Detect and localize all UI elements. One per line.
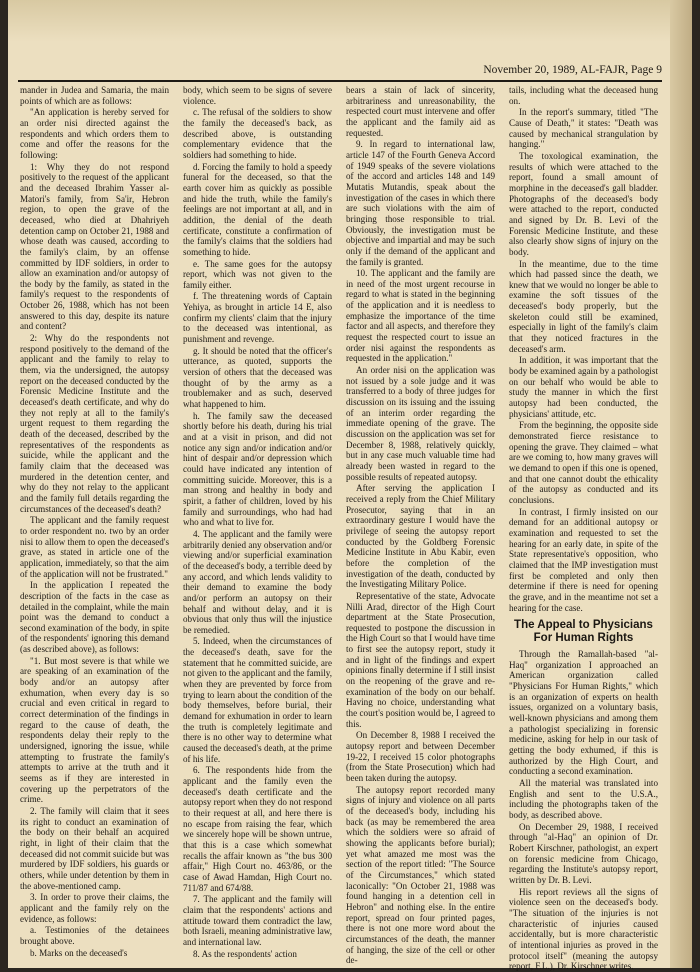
paragraph: 10. The applicant and the family are in need of the most urgent recourse in regard to what is stated in the beginning of the application and it is needless to emphasize the importance of the time factor and all aspects, and therefore they request the respected court to issue an order nisi against the respondents as requested in the application." <box>346 268 495 364</box>
paragraph: 7. The applicant and the family will claim that the respondents' actions and attitude toward them contradict the law, both Israeli, meaning administrative law, and international law. <box>183 894 332 947</box>
paragraph: f. The threatening words of Captain Yehiya, as brought in article 14 E, also confirm my clients' claim that the injury to the deceased was intentional, as punishment and revenge. <box>183 291 332 345</box>
paragraph: 2: Why do the respondents not respond positively to the demand of the applicant and the family to relay to them, via the undersigned, the autopsy report on the deceased conducted by the Forensic Medicine Institute and the deceased's death certificate, and why do they not reply at all to the family's urgent request to them regarding the death of the deceased, described by the representatives of the respondents as suicide, while the applicant and the family claim that the deceased was murdered in the detention center, and why do they not relay to the applicant and the family full details regarding the circumstances of the deceased's death? <box>20 333 169 514</box>
paragraph: In the report's summary, titled "The Cause of Death," it states: "Death was caused by mechanical strangulation by hanging." <box>509 107 658 150</box>
paragraph: a. Testimonies of the detainees brought above. <box>20 925 169 946</box>
paragraph: bears a stain of lack of sincerity, arbitrariness and unreasonability, the respected court must intervene and offer the applicant and the family aid as requested. <box>346 85 495 138</box>
paragraph: 2. The family will claim that it sees its right to conduct an examination of the body on their behalf an acquired right, in light of their claim that the deceased did not commit suicide but was murdered by IDF soldiers, his guards or others, while under detention by them in the above-mentioned camp. <box>20 805 169 891</box>
paragraph: All the material was translated into English and sent to the U.S.A., including the photographs taken of the body, as described above. <box>509 778 658 820</box>
paragraph: In the application I repeated the description of the facts in the case as detailed in the complaint, while the main point was the demand to conduct a second examination of the body, in spite of the respondents' ignoring this demand (as described above), as follows: <box>20 580 169 655</box>
paragraph: 3. In order to prove their claims, the applicant and the family rely on the evidence, as follows: <box>20 892 169 924</box>
paragraph: Through the Ramallah-based "al-Haq" organization I approached an American organization called "Physicians For Human Rights," which is an organization of experts on health issues, organized on a voluntary basis, well-known physicians and among them a pathologist specializing in forensic medicine, asking for help in our task of getting the body exhumed, if this is authorized by the High Court, and conducting a second examination. <box>509 649 658 777</box>
column-2 <box>183 85 332 965</box>
paragraph: In contrast, I firmly insisted on our demand for an additional autopsy or examination and requested to set the hearing for an early date, in spite of the State representative's opposition, who claimed that the IMP investigation must first be completed and only then determine if there is need for opening the grave, and in the meantime not set a hearing for the case. <box>509 506 658 613</box>
page-header: November 20, 1989, AL-FAJR, Page 9 <box>483 64 662 76</box>
paragraph: 1: Why they do not respond positively to the request of the applicant and the deceased Ibrahim Yasser al-Matori's family, from Sa'ir, Hebron region, to open the grave of the deceased, who died at Dhahriyeh detention camp on October 21, 1988 and whose death was caused, according to the family's claim, by an offense committed by IDF soldiers, in order to allow an examination and/or autopsy of the body by the family, as stated in the family's request to the respondents of October 26, 1988, which has not been answered to this day, despite its nature and content? <box>20 161 169 332</box>
paragraph: "1. But most severe is that while we are speaking of an examination of the body and/or an autopsy after exhumation, when every day is so crucial and even critical in regard to correct determination of the findings in regard to the cause of death, the respondents delay their reply to the undersigned, ignoring the issue, while attempting to frustrate the family's attempts to arrive at the truth and it seems as if they are interested in covering up the perpetrators of the crime. <box>20 655 169 805</box>
paragraph: g. It should be noted that the officer's utterance, as quoted, supports the version of others that the deceased was thought of by the army as a troublemaker and as such, deserved what happened to him. <box>183 345 332 410</box>
column-1 <box>20 85 169 965</box>
paragraph: The toxological examination, the results of which were attached to the report, found a small amount of morphine in the deceased's gall bladder. Photographs of the deceased's body were attached to the report, conducted and signed by Dr. B. Levi of the Forensic Medicine Institute, and these also clearly show signs of injury on the body. <box>509 150 658 257</box>
paragraph: The autopsy report recorded many signs of injury and violence on all parts of the deceased's body, including his back (as may be remembered the area which the soldiers were so afraid of showing the applicants before burial); yet what amazed me most was the section of the report titled: "The Source of the Circumstances," which stated laconically: "On October 21, 1988 was found hanging in a detention cell in Hebron" and nothing else. In the entire report, spread on four printed pages, there is not one more word about the circumstances of the death, the manner of hanging, the size of the cell or other de- <box>346 784 495 966</box>
paragraph: The applicant and the family request to order respondent no. two by an order nisi to allow them to open the deceased's grave, as stated in article one of the application, immediately, so that the aim of the application will not be frustrated." <box>20 515 169 579</box>
section-heading: The Appeal to Physicians For Human Rights <box>514 619 653 645</box>
paragraph: d. Forcing the family to hold a speedy funeral for the deceased, so that the earth cover him as quickly as possible and hide the truth, while the family's feelings are not important at all, and in addition, the denial of the death certificate, constitute a confirmation of the family's claims that the soldiers had something to hide. <box>183 161 332 257</box>
paragraph: 6. The respondents hide from the applicant and the family even the deceased's death certificate and the autopsy report when they do not respond to their request at all, and here there is no escape from raising the fear, which we sincerely hope will be shown untrue, that this is a case which somewhat recalls the affair known as "the bus 300 affair," High Court no. 463/86, or the case of Awad Hamdan, High Court no. 711/87 and 674/88. <box>183 765 332 893</box>
paragraph: c. The refusal of the soldiers to show the family the deceased's back, as described above, is outstanding complementary evidence that the soldiers had something to hide. <box>183 107 332 160</box>
paragraph: body, which seem to be signs of severe violence. <box>183 85 332 106</box>
column-3 <box>346 85 495 965</box>
paragraph: "An application is hereby served for an order nisi directed against the respondents and which orders them to come and offer the reasons for the following: <box>20 107 169 160</box>
paragraph: His report reviews all the signs of violence seen on the deceased's body. "The situation of the injuries is not characteristic of injuries caused accidentally, but is more characteristic of intentional injuries as proved in the protocol itself" (meaning the autopsy report, F.L.), Dr. Kirschner writes. <box>509 886 658 972</box>
paragraph: After serving the application I received a reply from the Chief Military Prosecutor, saying that in an extraordinary gesture I would have the privilege of seeing the autopsy report conducted by the Goldberg Forensic Medicine Institute in Abu Kabir, even before the completion of the investigation of the death, conducted by the Investigating Military Police. <box>346 483 495 590</box>
paragraph: b. Marks on the deceased's <box>30 947 128 958</box>
paragraph: In addition, it was important that the body be examined again by a pathologist on our behalf who would be able to study the manner in which the first autopsy had been conducted, the physicians' attitude, etc. <box>509 355 658 419</box>
paragraph: An order nisi on the application was not issued by a sole judge and it was transferred to a body of three judges for discussion on its issuing and the issuing of an interim order regarding the immediate opening of the grave. The discussion on the application was set for December 8, 1988, relatively quickly, but in any case much valuable time had already been wasted in regard to the possible results of repeated autopsy. <box>346 365 495 482</box>
page-top-shadow <box>8 0 692 42</box>
paragraph: From the beginning, the opposite side demonstrated fierce resistance to opening the grave. They claimed – what are we coming to, how many graves will we demand to open if this one is opened, and that one cannot doubt the ethicality of the autopsy as conducted and its conclusions. <box>509 420 658 505</box>
newspaper-page <box>8 0 692 972</box>
article-columns <box>20 85 660 972</box>
paragraph: 5. Indeed, when the circumstances of the deceased's death, save for the statement that he committed suicide, are not given to the applicant and the family, when they are prevented by force from trying to learn about the condition of the body themselves, before burial, their demand for exhumation in order to learn the truth is completely legitimate and there is no other way to determine what caused the deceased's death, at the prime of his life. <box>183 636 332 764</box>
paragraph: On December 29, 1988, I received through "al-Haq" an opinion of Dr. Robert Kirschner, pathologist, an expert on forensic medicine from Chicago, regarding the Institute's autopsy report, written by Dr. B. Levi. <box>509 821 658 885</box>
paragraph: e. The same goes for the autopsy report, which was not given to the family either. <box>183 258 332 290</box>
paragraph: mander in Judea and Samaria, the main points of which are as follows: <box>20 85 169 106</box>
paragraph: Representative of the state, Advocate Nilli Arad, director of the High Court department at the State Prosecution, requested to postpone the discussion in the High Court so that I would have time to first see the autopsy report, study it and in light of the findings and expert opinions finally determine if I still insist on the reopening of the grave and re-examination of the body on our behalf. Having no choice, understanding what the court's position would be, I agreed to this. <box>346 590 496 729</box>
paragraph: 4. The applicant and the family were arbitrarily denied any observation and/or viewing and/or superficial examination of the deceased's body, a terrible deed by any accord, and which lends validity to their demand to examine the body and/or perform an autopsy on their behalf and without delay, and it is obvious that only thus will the injustice be remedied. <box>183 528 333 635</box>
paragraph: In the meantime, due to the time which had passed since the death, we knew that we would no longer be able to examine the soft tissues of the deceased's body properly, but the skeleton could still be examined, especially in light of the family's claim that they noticed fractures in the deceased's arm. <box>509 258 658 354</box>
paragraph: 8. As the respondents' action <box>193 948 297 959</box>
paragraph: On December 8, 1988 I received the autopsy report and between December 19-22, I received 15 color photographs (from the State Prosecution) which had been taken during the autopsy. <box>346 730 495 783</box>
column-4 <box>509 85 658 972</box>
header-rule <box>18 80 662 82</box>
paragraph: tails, including what the deceased hung on. <box>509 85 658 106</box>
paragraph: h. The family saw the deceased shortly before his death, during his trial and at a visit in prison, and did not notice any sign and/or indication and/or hint of despair and/or depression which could have indicated any intention of committing suicide. Moreover, this is a man strong and healthy in body and spirit, a father of children, loved by his family and surroundings, who had had who and what to live for. <box>183 410 332 528</box>
page-edge <box>670 0 692 968</box>
paragraph: 9. In regard to international law, article 147 of the Fourth Geneva Accord of 1949 speaks of the severe violations of the accord and articles 148 and 149 Mutatis Mutandis, speak about the investigation of the cases in which there are such violations with the aim of bringing those responsible to trial. Obviously, the investigation must be objective and impartial and may be such only if the demand of the applicant and the family is granted. <box>346 139 495 267</box>
